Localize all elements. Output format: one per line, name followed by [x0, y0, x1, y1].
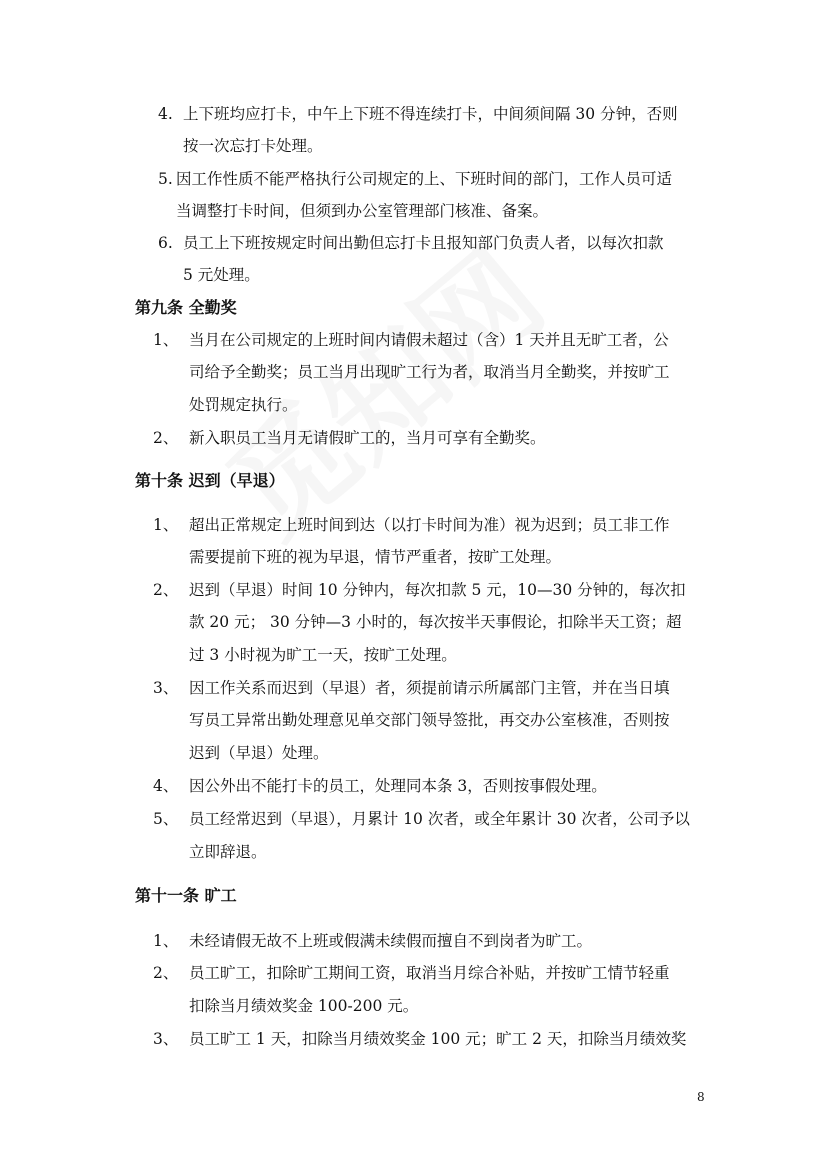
list-item-number: 5.	[158, 170, 173, 188]
list-item-line: 上下班均应打卡，中午上下班不得连续打卡，中间须间隔 30 分钟，否则	[183, 105, 678, 123]
list-item-number: 2、	[153, 964, 179, 982]
list-item-line: 款 20 元； 30 分钟—3 小时的，每次按半天事假论，扣除半天工资；超	[189, 613, 682, 631]
list-item-number: 1、	[153, 331, 179, 349]
list-item-line: 扣除当月绩效奖金 100-200 元。	[189, 997, 419, 1015]
list-item-number: 2、	[153, 429, 179, 447]
list-item-line: 处罚规定执行。	[189, 396, 298, 414]
section-heading: 第十条 迟到（早退）	[135, 471, 285, 490]
list-item-line: 司给予全勤奖；员工当月出现旷工行为者，取消当月全勤奖，并按旷工	[189, 363, 670, 381]
list-item-number: 3、	[153, 1030, 179, 1048]
list-item-line: 需要提前下班的视为早退，情节严重者，按旷工处理。	[189, 548, 562, 566]
list-item-line: 迟到（早退）时间 10 分钟内，每次扣款 5 元，10—30 分钟的，每次扣	[189, 581, 686, 599]
list-item-line: 按一次忘打卡处理。	[183, 137, 323, 155]
list-item-line: 员工旷工，扣除旷工期间工资，取消当月综合补贴，并按旷工情节轻重	[189, 964, 670, 982]
page-number: 8	[697, 1090, 705, 1104]
list-item-line: 立即辞退。	[189, 843, 267, 861]
list-item-number: 4.	[158, 105, 173, 123]
list-item-number: 1、	[153, 932, 179, 950]
list-item-number: 6.	[158, 234, 173, 252]
list-item-line: 当月在公司规定的上班时间内请假未超过（含）1 天并且无旷工者，公	[189, 331, 669, 349]
section-heading: 第十一条 旷工	[135, 886, 237, 905]
list-item-number: 1、	[153, 516, 179, 534]
list-item-line: 未经请假无故不上班或假满未续假而擅自不到岗者为旷工。	[189, 932, 593, 950]
list-item-line: 员工经常迟到（早退），月累计 10 次者，或全年累计 30 次者，公司予以	[189, 810, 690, 828]
list-item-line: 过 3 小时视为旷工一天，按旷工处理。	[189, 646, 457, 664]
list-item-line: 超出正常规定上班时间到达（以打卡时间为准）视为迟到；员工非工作	[189, 516, 670, 534]
watermark	[187, 204, 573, 567]
list-item-line: 5 元处理。	[183, 266, 260, 284]
list-item-line: 当调整打卡时间，但须到办公室管理部门核准、备案。	[176, 202, 549, 220]
list-item-line: 员工上下班按规定时间出勤但忘打卡且报知部门负责人者，以每次扣款	[183, 234, 664, 252]
list-item-number: 5、	[153, 810, 179, 828]
list-item-number: 2、	[153, 581, 179, 599]
list-item-number: 3、	[153, 679, 179, 697]
list-item-line: 因公外出不能打卡的员工，处理同本条 3，否则按事假处理。	[189, 777, 607, 795]
list-item-line: 员工旷工 1 天，扣除当月绩效奖金 100 元；旷工 2 天，扣除当月绩效奖	[189, 1030, 687, 1048]
list-item-line: 因工作关系而迟到（早退）者，须提前请示所属部门主管，并在当日填	[189, 679, 670, 697]
list-item-line: 新入职员工当月无请假旷工的，当月可享有全勤奖。	[189, 429, 546, 447]
section-heading: 第九条 全勤奖	[135, 298, 237, 317]
list-item-line: 因工作性质不能严格执行公司规定的上、下班时间的部门，工作人员可适	[176, 170, 673, 188]
list-item-number: 4、	[153, 777, 179, 795]
list-item-line: 迟到（早退）处理。	[189, 744, 329, 762]
list-item-line: 写员工异常出勤处理意见单交部门领导签批，再交办公室核准，否则按	[189, 711, 670, 729]
